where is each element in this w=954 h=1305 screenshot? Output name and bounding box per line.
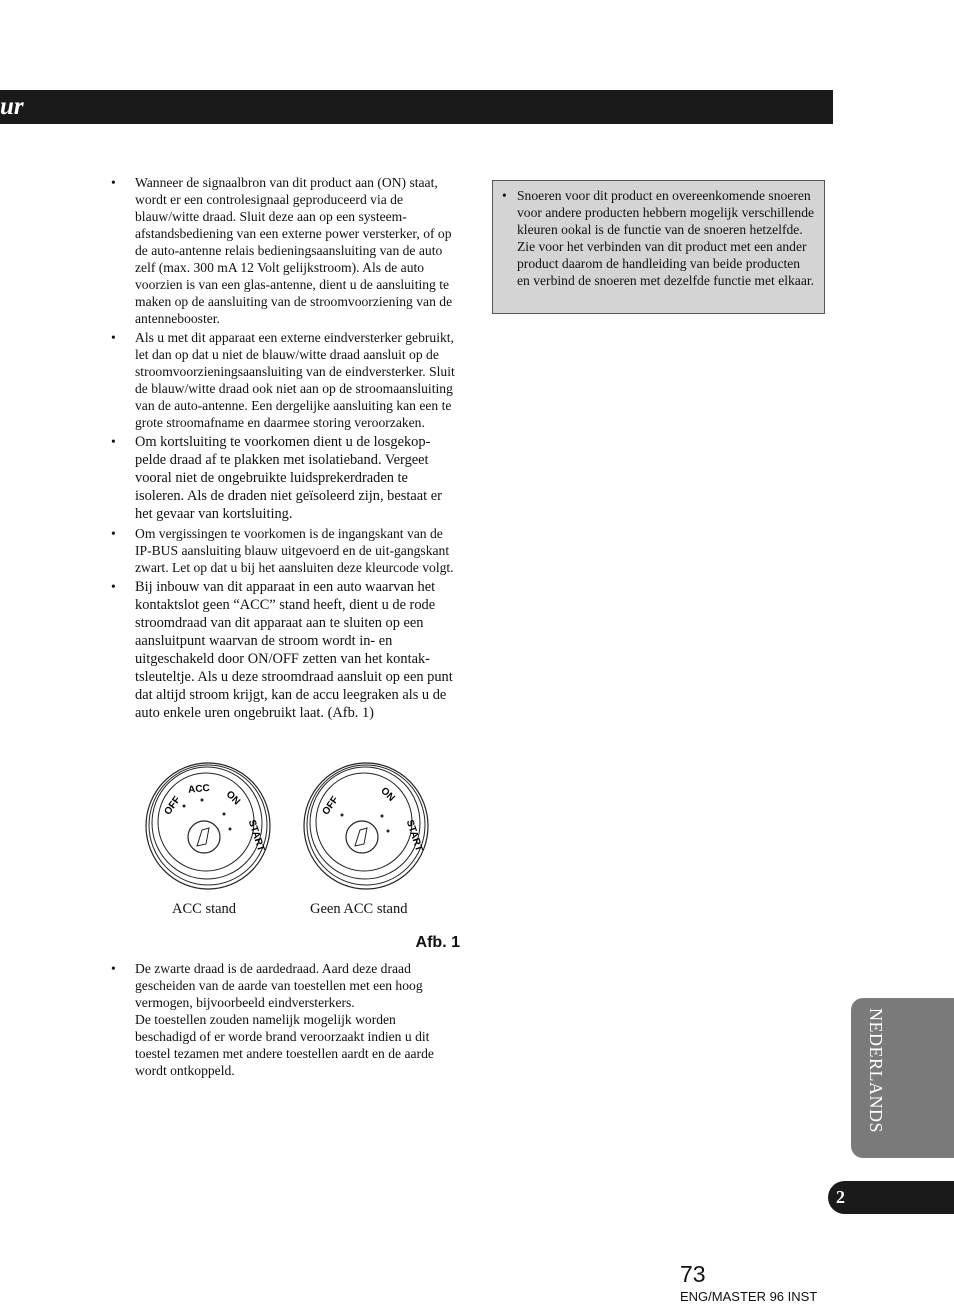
list-item: • Wanneer de signaalbron van dit product aan (ON) staat, wordt er een controlesignaal geproduceerd via de blauw/witte draad. Sluit deze aan op een systeem-afstandsbediening van een externe power versterker, of op de auto-antenne relais bedieningsaansluiting van de auto zelf (max. 300 mA 12 Volt gelijkstroom). Als de auto voorzien is van een glas-antenne, dient u de aansluiting te maken op de aansluiting van de stroomvoorziening van de antennebooster. — [110, 174, 460, 327]
note-box — [492, 180, 825, 314]
list-item — [110, 433, 460, 523]
caption-geen-acc-stand: Geen ACC stand — [310, 901, 408, 917]
language-tab-label: NEDERLANDS — [866, 1008, 886, 1133]
caption-acc-stand: ACC stand — [172, 901, 237, 917]
page-number: 73 — [680, 1261, 706, 1287]
list-item-text: Bij inbouw van dit apparaat in een auto waarvan het kontaktslot geen “ACC” stand heeft, dient u de rode stroomdraad van dit apparaat aan te sluiten op een aansluitpunt waarvan de stroom wordt in- en uitgeschakeld door ON/OFF zetten van het kontak-tsleuteltje. Als u deze stroomdraad aansluit op een punt dat altijd stroom krijgt, kan de accu leegraken als u de auto enkele uren ongebruikt laat. (Afb. 1) — [135, 579, 453, 721]
left-bullet-list — [110, 174, 460, 722]
switch-label-off: OFF — [320, 794, 341, 818]
bottom-section — [110, 960, 460, 1081]
switch-label-start: START — [403, 818, 425, 853]
figure-label: Afb. 1 — [415, 934, 460, 951]
list-item-text: Om kortsluiting te voorkomen dient u de losgekop-pelde draad af te plakken met isolatieband. Vergeet vooral niet de ongebruikte luidsprekerdraden te isoleren. Als de draden niet geïsoleerd zijn, bestaat er het gevaar van kortsluiting. — [135, 434, 442, 522]
section-pill — [828, 1181, 954, 1214]
switch-label-on: ON — [223, 788, 243, 808]
list-item-paragraph-1: • De zwarte draad is de aardedraad. Aard deze draad gescheiden van de aarde van toestellen met een hoog vermogen, bijvoorbeeld eindversterkers. — [135, 961, 423, 1010]
note-list — [501, 187, 816, 289]
left-column — [110, 174, 460, 724]
list-item — [110, 960, 460, 1079]
ignition-switch-acc-illustration — [142, 756, 274, 892]
list-item: • Als u met dit apparaat een externe eindversterker gebruikt, let dan op dat u niet de blauw/witte draad aansluit op de stroomvoorzieningsaansluiting van de eindversterker. Sluit de blauw/witte draad ook niet aan op de stroomaansluiting van de auto-antenne. Een dergelijke aansluiting kan een te grote stroomafname en daarmee storing veroorzaken. — [110, 329, 460, 431]
section-number: 2 — [836, 1187, 845, 1207]
header-title-fragment: ur — [0, 93, 24, 120]
header-bar — [0, 90, 833, 124]
switch-label-start: START — [245, 818, 267, 853]
list-item — [110, 578, 460, 722]
figure-ignition-switches — [110, 756, 460, 966]
switch-label-acc: ACC — [187, 782, 211, 796]
bottom-bullet-list — [110, 960, 460, 1079]
switch-label-off: OFF — [162, 794, 183, 818]
ignition-switch-no-acc-illustration — [300, 756, 432, 892]
switch-label-on: ON — [378, 785, 397, 804]
list-item: • Om vergissingen te voorkomen is de ingangskant van de IP-BUS aansluiting blauw uitgevoerd en de uit-gangskant zwart. Let op dat u bij het aansluiten deze kleurcode volgt. — [110, 525, 460, 576]
list-item-paragraph-2: De toestellen zouden namelijk mogelijk worden beschadigd of er worde brand veroorzaakt indien u dit toestel tezamen met andere toestellen aardt en de aarde wordt ontkoppeld. — [135, 1012, 434, 1078]
footer-code: ENG/MASTER 96 INST — [680, 1289, 818, 1304]
note-text: • Snoeren voor dit product en overeenkomende snoeren voor andere producten hebbern mogelijk verschillende kleuren ookal is de functie van de snoeren hetzelfde. Zie voor het verbinden van dit product met een ander product daarom de handleiding van beide producten en verbind de snoeren met dezelfde functie met elkaar. — [501, 187, 816, 289]
